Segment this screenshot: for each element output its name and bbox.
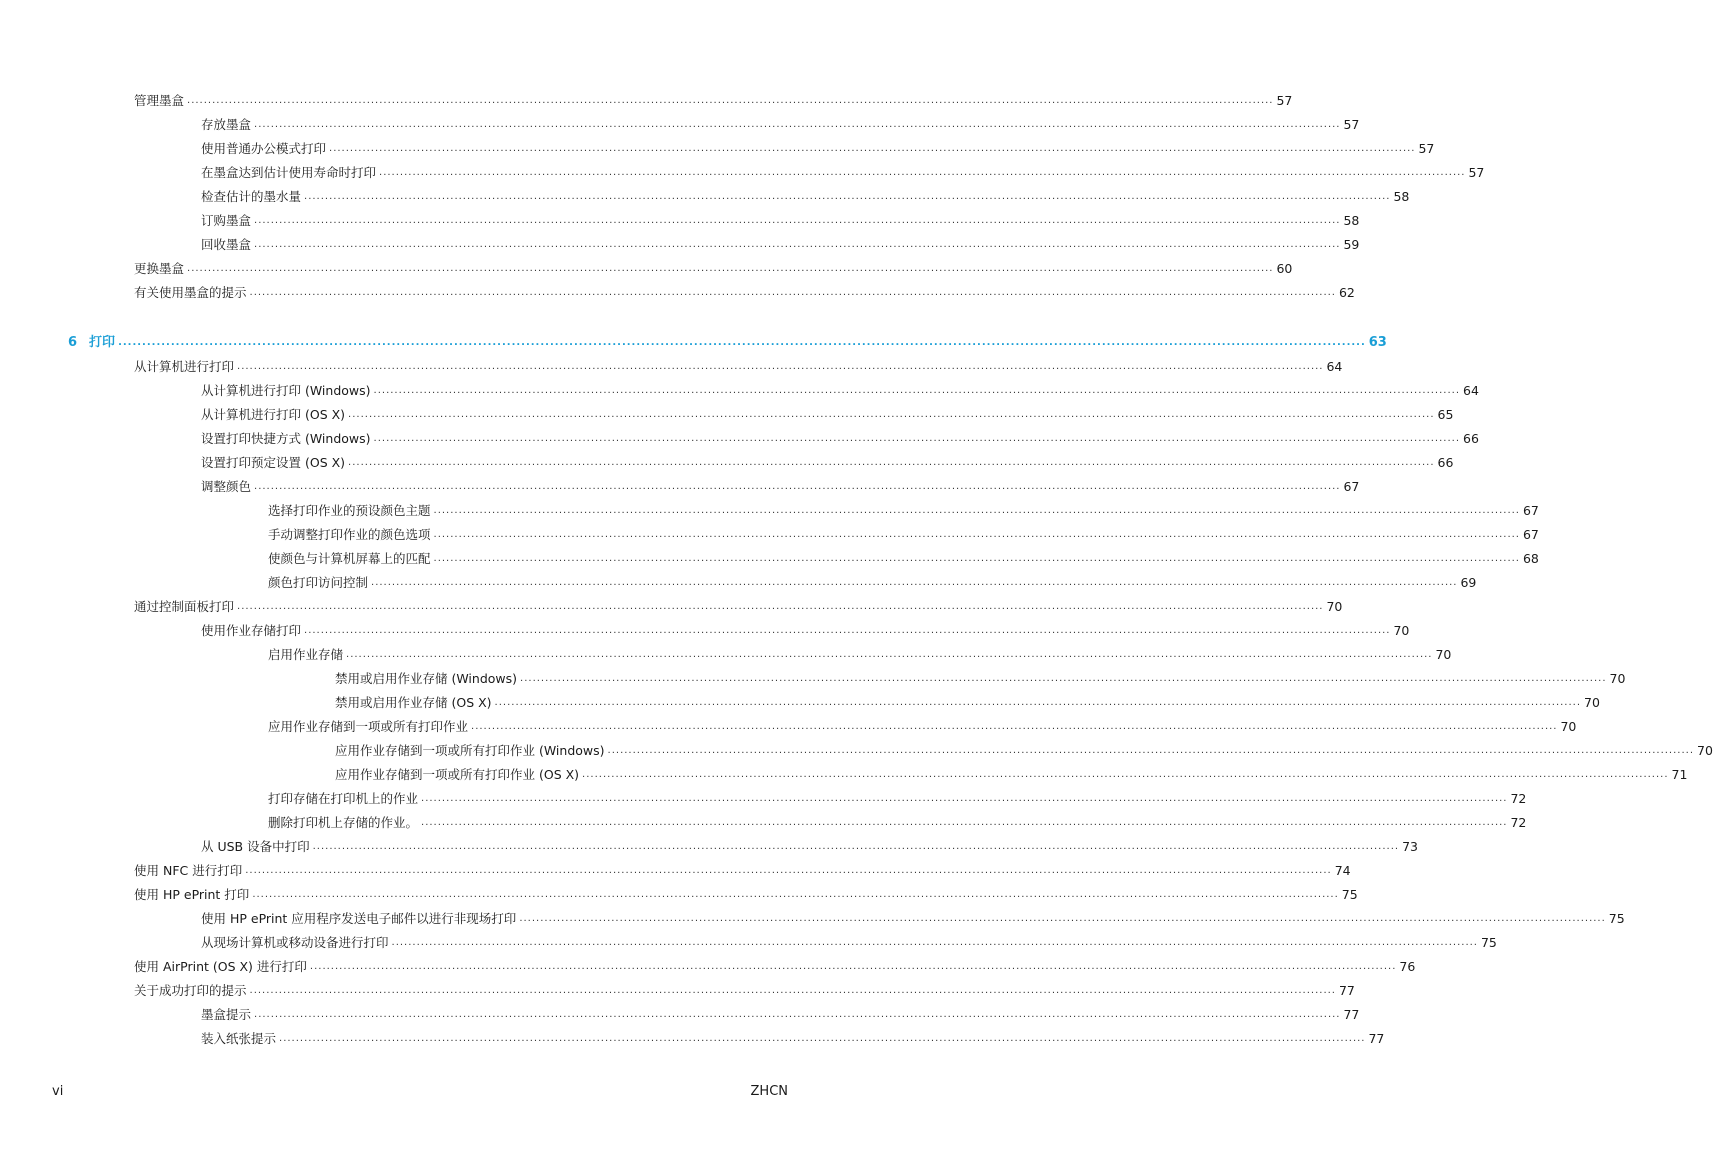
toc-entry-page: 67 [1522, 527, 1539, 542]
toc-dot-leader: .................................................................................................................................................................................................................................................................... [187, 95, 1274, 106]
toc-entry[interactable] [201, 402, 1454, 422]
toc-entry-page: 64 [1463, 383, 1479, 398]
toc-entry-page: 77 [1338, 983, 1355, 998]
toc-entry-page: 77 [1343, 1007, 1360, 1022]
toc-entry-title: 从计算机进行打印 (Windows) [201, 383, 371, 398]
toc-entry[interactable] [201, 450, 1454, 470]
toc-dot-leader: .................................................................................................................................................................................................................................................................... [329, 143, 1416, 154]
toc-entry[interactable] [201, 906, 1625, 926]
toc-dot-leader: .................................................................................................................................................................................................................................................................... [237, 361, 1324, 372]
toc-dot-leader: .................................................................................................................................................................................................................................................................... [373, 433, 1460, 444]
toc-entry-title: 从计算机进行打印 [134, 359, 235, 374]
toc-dot-leader: .................................................................................................................................................................................................................................................................... [304, 191, 1391, 202]
toc-entry[interactable] [268, 642, 1452, 662]
toc-entry-page: 70 [1584, 695, 1600, 710]
toc-entry-page: 64 [1326, 359, 1343, 374]
toc-entry-page: 71 [1671, 767, 1688, 782]
toc-dot-leader: .................................................................................................................................................................................................................................................................... [433, 529, 1520, 540]
toc-dot-leader: .................................................................................................................................................................................................................................................................... [309, 961, 1397, 972]
toc-dot-leader: .................................................................................................................................................................................................................................................................... [187, 263, 1274, 274]
toc-entry-page: 70 [1435, 647, 1452, 662]
toc-entry-title: 装入纸张提示 [201, 1031, 277, 1046]
toc-entry[interactable] [134, 978, 1355, 998]
toc-entry-title: 使用 NFC 进行打印 [134, 863, 243, 878]
toc-entry[interactable] [134, 354, 1343, 374]
toc-entry-title: 存放墨盒 [201, 117, 252, 132]
footer-page-number: vi [52, 1084, 64, 1099]
toc-entry-title: 从 USB 设备中打印 [201, 839, 310, 854]
toc-entry-page: 67 [1522, 503, 1539, 518]
toc-entry[interactable] [134, 594, 1343, 614]
toc-dot-leader: .................................................................................................................................................................................................................................................................... [254, 481, 1341, 492]
toc-entry-title: 启用作业存储 [268, 647, 344, 662]
toc-entry-title: 调整颜色 [201, 479, 252, 494]
toc-entry-title: 更换墨盒 [134, 261, 185, 276]
toc-entry-title: 使颜色与计算机屏幕上的匹配 [268, 551, 431, 566]
toc-dot-leader: .................................................................................................................................................................................................................................................................... [373, 385, 1460, 396]
toc-entry-title: 检查估计的墨水量 [201, 189, 302, 204]
toc-entry[interactable] [201, 834, 1418, 854]
toc-entry-title: 选择打印作业的预设颜色主题 [268, 503, 431, 518]
toc-entry[interactable] [268, 546, 1539, 566]
toc-entry-title: 手动调整打印作业的颜色选项 [268, 527, 431, 542]
toc-dot-leader: .................................................................................................................................................................................................................................................................... [471, 721, 1558, 732]
toc-entry[interactable] [201, 208, 1360, 228]
toc-entry-page: 70 [1697, 743, 1713, 758]
toc-entry[interactable] [268, 786, 1527, 806]
toc-entry[interactable] [335, 762, 1688, 782]
toc-entry[interactable] [134, 88, 1293, 108]
toc-entry-page: 58 [1343, 213, 1360, 228]
toc-dot-leader: .................................................................................................................................................................................................................................................................... [433, 505, 1520, 516]
toc-dot-leader: .................................................................................................................................................................................................................................................................... [421, 793, 1508, 804]
toc-entry-page: 66 [1437, 455, 1454, 470]
toc-dot-leader: .................................................................................................................................................................................................................................................................... [348, 409, 1435, 420]
toc-entry-title: 回收墨盒 [201, 237, 252, 252]
toc-entry[interactable] [268, 570, 1477, 590]
toc-entry[interactable] [134, 280, 1355, 300]
toc-entry-title: 使用 HP ePrint 打印 [134, 887, 250, 902]
toc-entry-page: 73 [1402, 839, 1418, 854]
toc-entry[interactable] [201, 1002, 1360, 1022]
toc-entry-page: 75 [1480, 935, 1497, 950]
toc-entry-title: 应用作业存储到一项或所有打印作业 [268, 719, 469, 734]
toc-entry-page: 72 [1510, 815, 1527, 830]
toc-dot-leader: .................................................................................................................................................................................................................................................................... [237, 601, 1324, 612]
toc-chapter-entry[interactable] [68, 330, 1387, 350]
toc-entry-title: 有关使用墨盒的提示 [134, 285, 247, 300]
toc-dot-leader: .................................................................................................................................................................................................................................................................... [304, 625, 1391, 636]
toc-entry[interactable] [335, 690, 1600, 710]
toc-entry[interactable] [201, 160, 1485, 180]
toc-entry-page: 67 [1343, 479, 1360, 494]
toc-entry[interactable] [268, 810, 1527, 830]
toc-entry-title: 订购墨盒 [201, 213, 252, 228]
toc-entry-page: 77 [1368, 1031, 1385, 1046]
toc-entry-title: 从现场计算机或移动设备进行打印 [201, 935, 389, 950]
toc-dot-leader: .................................................................................................................................................................................................................................................................... [118, 337, 1366, 348]
toc-chapter-number: 6 [68, 335, 78, 350]
toc-dot-leader: .................................................................................................................................................................................................................................................................... [348, 457, 1435, 468]
toc-entry-page: 76 [1399, 959, 1416, 974]
toc-dot-leader: .................................................................................................................................................................................................................................................................... [582, 769, 1669, 780]
toc-entry-title: 通过控制面板打印 [134, 599, 235, 614]
toc-dot-leader: .................................................................................................................................................................................................................................................................... [254, 119, 1341, 130]
toc-entry[interactable] [268, 498, 1539, 518]
toc-dot-leader: .................................................................................................................................................................................................................................................................... [494, 697, 1582, 708]
toc-entry-title: 使用作业存储打印 [201, 623, 302, 638]
toc-entry[interactable] [201, 378, 1479, 398]
toc-entry-title: 颜色打印访问控制 [268, 575, 369, 590]
toc-dot-leader: .................................................................................................................................................................................................................................................................... [254, 239, 1341, 250]
toc-entry[interactable] [268, 522, 1539, 542]
toc-entry-page: 74 [1334, 863, 1351, 878]
toc-entry-page: 68 [1522, 551, 1539, 566]
toc-entry-page: 59 [1343, 237, 1360, 252]
toc-entry-title: 使用 HP ePrint 应用程序发送电子邮件以进行非现场打印 [201, 911, 517, 926]
toc-entry-title: 设置打印预定设置 (OS X) [201, 455, 346, 470]
toc-dot-leader: .................................................................................................................................................................................................................................................................... [279, 1033, 1366, 1044]
toc-dot-leader: .................................................................................................................................................................................................................................................................... [254, 1009, 1341, 1020]
footer-locale: ZHCN [750, 1084, 788, 1099]
toc-dot-leader: .................................................................................................................................................................................................................................................................... [346, 649, 1433, 660]
toc-entry[interactable] [201, 930, 1497, 950]
toc-entry-page: 65 [1437, 407, 1454, 422]
toc-dot-leader: .................................................................................................................................................................................................................................................................... [249, 985, 1336, 996]
toc-entry-title: 从计算机进行打印 (OS X) [201, 407, 346, 422]
toc-dot-leader: .................................................................................................................................................................................................................................................................... [391, 937, 1478, 948]
toc-dot-leader: .................................................................................................................................................................................................................................................................... [252, 889, 1339, 900]
toc-dot-leader: .................................................................................................................................................................................................................................................................... [312, 841, 1400, 852]
toc-entry-title: 关于成功打印的提示 [134, 983, 247, 998]
toc-entry-title: 打印存储在打印机上的作业 [268, 791, 419, 806]
toc-entry-title: 打印 [89, 335, 116, 350]
toc-entry[interactable] [201, 184, 1410, 204]
toc-entry-title: 设置打印快捷方式 (Windows) [201, 431, 371, 446]
toc-dot-leader: .................................................................................................................................................................................................................................................................... [433, 553, 1520, 564]
toc-entry[interactable] [134, 858, 1351, 878]
toc-entry-title: 墨盒提示 [201, 1007, 252, 1022]
toc-entry-page: 70 [1609, 671, 1626, 686]
toc-dot-leader: .................................................................................................................................................................................................................................................................... [607, 745, 1694, 756]
toc-entry[interactable] [268, 714, 1577, 734]
toc-entry-title: 应用作业存储到一项或所有打印作业 (Windows) [335, 743, 605, 758]
toc-entry-page: 72 [1510, 791, 1527, 806]
toc-entry-title: 应用作业存储到一项或所有打印作业 (OS X) [335, 767, 580, 782]
toc-entry-title: 管理墨盒 [134, 93, 185, 108]
toc-entry[interactable] [201, 1026, 1385, 1046]
toc-entry[interactable] [134, 882, 1358, 902]
toc-entry-title: 禁用或启用作业存储 (Windows) [335, 671, 518, 686]
toc-entry-page: 75 [1341, 887, 1358, 902]
toc-entry-page: 60 [1276, 261, 1293, 276]
toc-dot-leader: .................................................................................................................................................................................................................................................................... [254, 215, 1341, 226]
toc-entry-page: 58 [1393, 189, 1410, 204]
toc-dot-leader: .................................................................................................................................................................................................................................................................... [249, 287, 1336, 298]
toc-dot-leader: .................................................................................................................................................................................................................................................................... [371, 577, 1458, 588]
toc-entry-page: 62 [1338, 285, 1355, 300]
toc-entry-page: 57 [1418, 141, 1435, 156]
toc-entry-title: 使用 AirPrint (OS X) 进行打印 [134, 959, 307, 974]
toc-entry-title: 在墨盒达到估计使用寿命时打印 [201, 165, 377, 180]
toc-entry[interactable] [201, 232, 1360, 252]
toc-entry[interactable] [201, 474, 1360, 494]
toc-entry[interactable] [201, 136, 1435, 156]
toc-entry-page: 57 [1343, 117, 1360, 132]
toc-dot-leader: .................................................................................................................................................................................................................................................................... [520, 673, 1607, 684]
toc-entry-title: 禁用或启用作业存储 (OS X) [335, 695, 492, 710]
toc-entry-page: 70 [1326, 599, 1343, 614]
toc-entry[interactable] [201, 618, 1410, 638]
toc-entry-page: 63 [1368, 335, 1387, 350]
toc-dot-leader: .................................................................................................................................................................................................................................................................... [421, 817, 1508, 828]
toc-entry-page: 57 [1276, 93, 1293, 108]
toc-entry[interactable] [335, 666, 1626, 686]
toc-entry-page: 75 [1608, 911, 1625, 926]
toc-entry-page: 69 [1460, 575, 1477, 590]
toc-dot-leader: .................................................................................................................................................................................................................................................................... [245, 865, 1332, 876]
toc-entry[interactable] [201, 426, 1479, 446]
toc-entry-page: 57 [1468, 165, 1485, 180]
toc-dot-leader: .................................................................................................................................................................................................................................................................... [519, 913, 1606, 924]
toc-entry[interactable] [134, 954, 1416, 974]
toc-entry-title: 删除打印机上存储的作业。 [268, 815, 419, 830]
toc-entry-page: 66 [1463, 431, 1479, 446]
toc-entry[interactable] [201, 112, 1360, 132]
toc-entry[interactable] [335, 738, 1713, 758]
toc-dot-leader: .................................................................................................................................................................................................................................................................... [379, 167, 1466, 178]
toc-entry-page: 70 [1560, 719, 1577, 734]
toc-entry-page: 70 [1393, 623, 1410, 638]
toc-entry-title: 使用普通办公模式打印 [201, 141, 327, 156]
toc-entry[interactable] [134, 256, 1293, 276]
